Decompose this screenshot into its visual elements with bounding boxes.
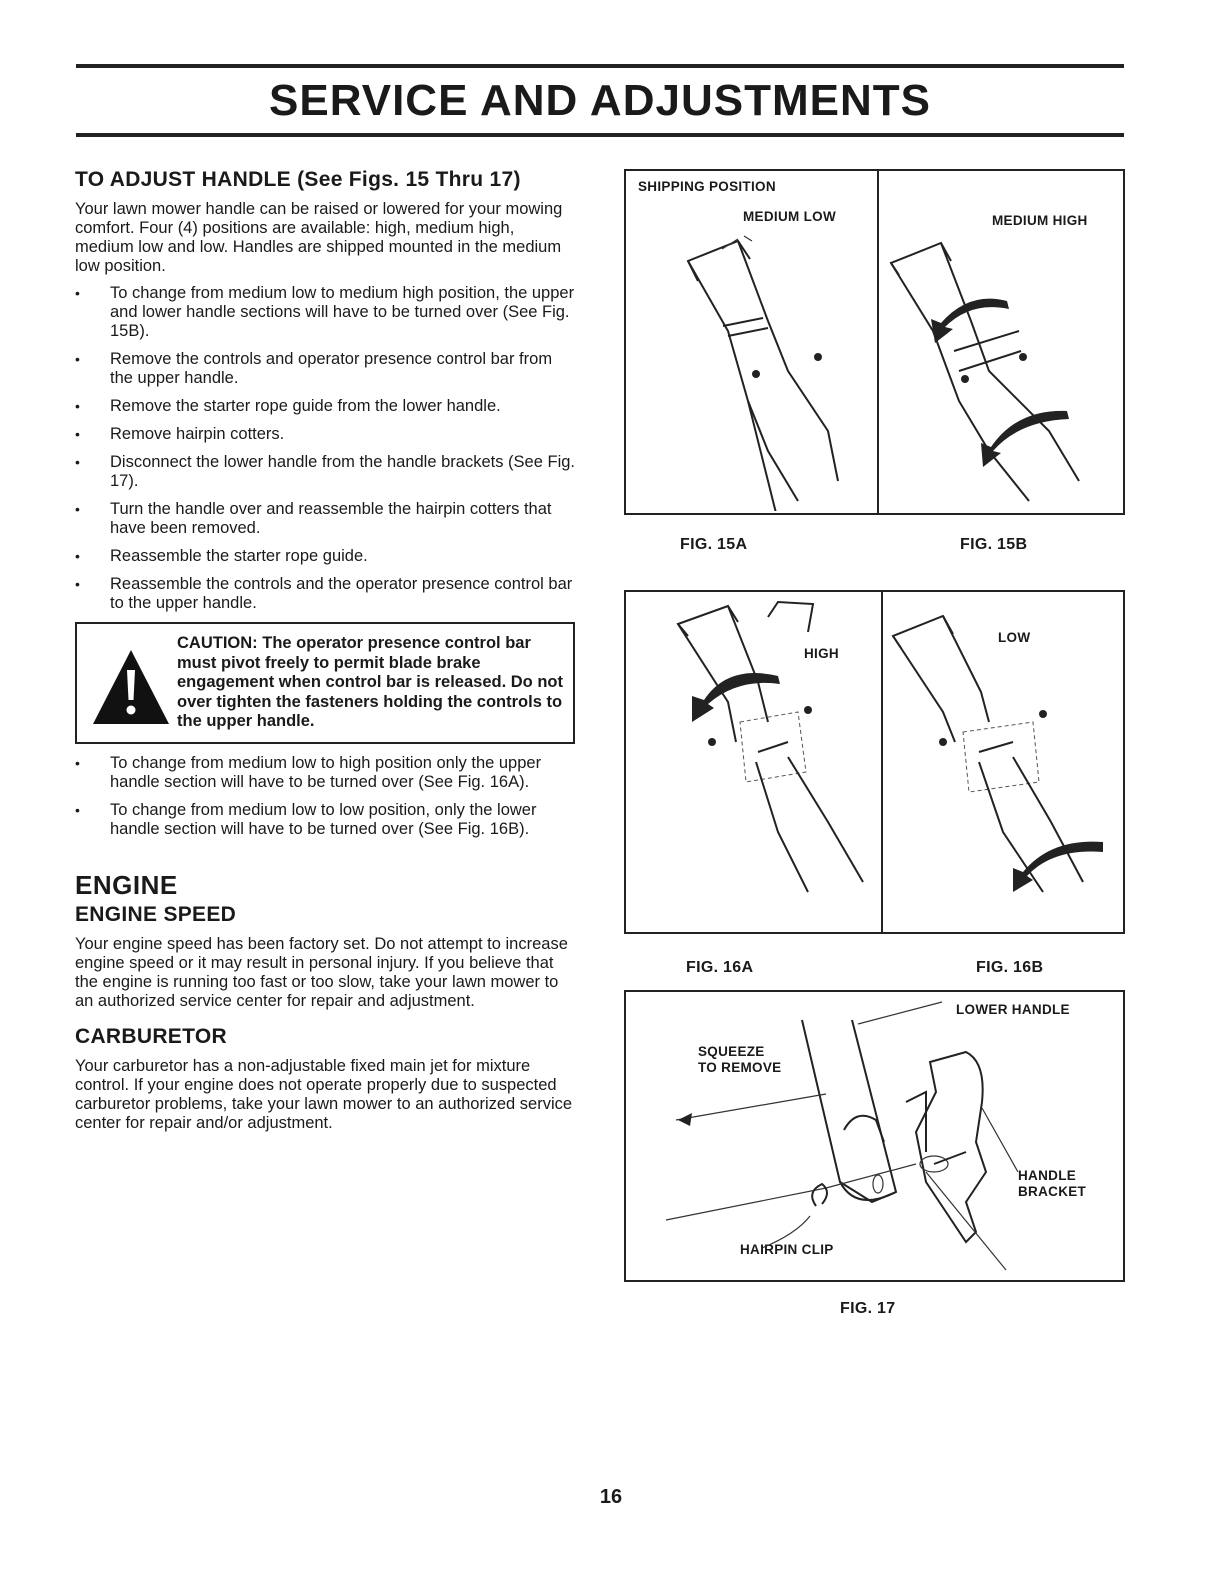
figure-15	[624, 169, 1125, 515]
engine-speed-heading: ENGINE SPEED	[75, 902, 237, 926]
carburetor-text: Your carburetor has a non-adjustable fixed main jet for mixture control. If your engine does not operate properly due to suspected carburetor problems, take your lawn mower to an authorized service center for repair and/or adjustment.	[75, 1056, 573, 1132]
handle-low-drawing	[883, 592, 1127, 932]
list-item: • Remove the controls and operator presence control bar from the upper handle.	[75, 350, 575, 388]
adjust-handle-intro: Your lawn mower handle can be raised or lowered for your mowing comfort. Four (4) positions are available: high, medium high, medium low and low. Handles are shipped mounted in the medium low position.	[75, 200, 563, 275]
warning-triangle-icon	[89, 646, 173, 728]
caution-text: CAUTION: The operator presence control bar must pivot freely to permit blade brake engagement when control bar is released. Do not over tighten the fasteners holding the controls to the upper handle.	[177, 634, 563, 730]
fig-16b-caption: FIG. 16B	[976, 959, 1044, 976]
list-item: • Reassemble the starter rope guide.	[75, 547, 575, 566]
high-label: HIGH	[804, 646, 839, 661]
figure-17	[624, 990, 1125, 1282]
figure-16	[624, 590, 1125, 934]
list-item: • To change from medium low to high position only the upper handle section will have to be turned over (See Fig. 16A).	[75, 754, 575, 792]
carburetor-heading: CARBURETOR	[75, 1024, 227, 1048]
lower-handle-label: LOWER HANDLE	[956, 1002, 1070, 1017]
medium-high-label: MEDIUM HIGH	[992, 213, 1088, 228]
shipping-position-label: SHIPPING POSITION	[638, 179, 776, 194]
page-number: 16	[599, 1486, 623, 1508]
hairpin-clip-label: HAIRPIN CLIP	[740, 1242, 834, 1257]
handle-medium-high-drawing	[879, 171, 1127, 511]
squeeze-label-line2: TO REMOVE	[698, 1060, 782, 1075]
caution-box	[75, 622, 575, 744]
list-item: • To change from medium low to low position, only the lower handle section will have to be turned over (See Fig. 16B).	[75, 801, 575, 839]
fig-15b-caption: FIG. 15B	[960, 536, 1028, 553]
adjust-handle-heading: TO ADJUST HANDLE (See Figs. 15 Thru 17)	[75, 168, 521, 191]
handle-medium-low-drawing	[628, 171, 876, 511]
page-title: SERVICE AND ADJUSTMENTS	[269, 76, 931, 125]
list-item: • Reassemble the controls and the operator presence control bar to the upper handle.	[75, 575, 575, 613]
list-item: • Remove the starter rope guide from the lower handle.	[75, 397, 575, 416]
handle-bracket-drawing	[626, 992, 1123, 1280]
engine-speed-text: Your engine speed has been factory set. Do not attempt to increase engine speed or it may result in personal injury. If you believe that the engine is running too fast or too slow, take your lawn mower to an authorized service center for repair and adjustment.	[75, 934, 568, 1010]
list-item: • To change from medium low to medium high position, the upper and lower handle sections will have to be turned over (See Fig. 15B).	[75, 284, 575, 341]
engine-heading: ENGINE	[75, 869, 178, 900]
fig-15a-caption: FIG. 15A	[680, 536, 748, 553]
bottom-title-rule	[76, 133, 1124, 137]
list-item: • Remove hairpin cotters.	[75, 425, 575, 444]
fig-17-caption: FIG. 17	[840, 1300, 896, 1317]
list-item: • Turn the handle over and reassemble the hairpin cotters that have been removed.	[75, 500, 575, 538]
list-item: • Disconnect the lower handle from the handle brackets (See Fig. 17).	[75, 453, 575, 491]
squeeze-label-line1: SQUEEZE	[698, 1044, 765, 1059]
adjust-handle-steps-after	[75, 754, 575, 839]
top-rule	[76, 64, 1124, 68]
handle-bracket-label-line2: BRACKET	[1018, 1184, 1087, 1199]
handle-high-drawing	[628, 592, 880, 932]
left-column	[75, 168, 575, 1141]
medium-low-label: MEDIUM LOW	[743, 209, 836, 224]
fig-16a-caption: FIG. 16A	[686, 959, 754, 976]
adjust-handle-steps	[75, 284, 575, 613]
handle-bracket-label-line1: HANDLE	[1018, 1168, 1077, 1183]
low-label: LOW	[998, 630, 1031, 645]
